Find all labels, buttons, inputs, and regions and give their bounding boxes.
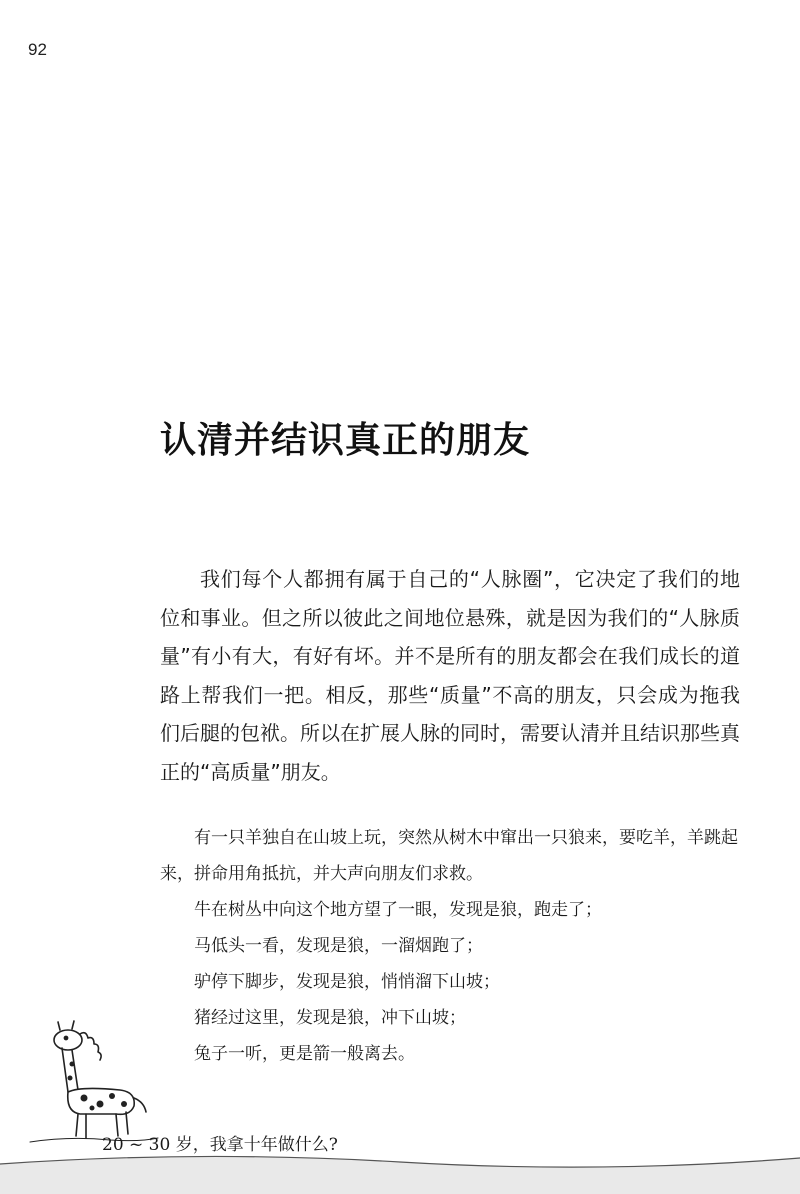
running-footer-title: 20 ~ 30 岁，我拿十年做什么? — [102, 1135, 338, 1155]
story-opening: 有一只羊独自在山坡上玩，突然从树木中窜出一只狼来，要吃羊，羊跳起来，拼命用角抵抗，并大声向朋友们求救。 — [160, 828, 738, 884]
story-block — [160, 820, 760, 1072]
story-line: 驴停下脚步，发现是狼，悄悄溜下山坡； — [194, 972, 500, 992]
story-line: 牛在树丛中向这个地方望了一眼，发现是狼，跑走了； — [194, 900, 602, 920]
story-line: 猪经过这里，发现是狼，冲下山坡； — [194, 1008, 466, 1028]
page-number: 92 — [28, 40, 47, 59]
story-line: 兔子一听，更是箭一般离去。 — [194, 1044, 415, 1064]
story-line: 马低头一看，发现是狼，一溜烟跑了； — [194, 936, 483, 956]
chapter-title: 认清并结识真正的朋友 — [160, 419, 531, 461]
intro-paragraph: 我们每个人都拥有属于自己的“人脉圈”，它决定了我们的地位和事业。但之所以彼此之间地位悬殊，就是因为我们的“人脉质量”有小有大，有好有坏。并不是所有的朋友都会在我们成长的道路上帮我们一把。相反，那些“质量”不高的朋友，只会成为拖我们后腿的包袱。所以在扩展人脉的同时，需要认清并且结识那些真正的“高质量”朋友。 — [160, 567, 740, 784]
